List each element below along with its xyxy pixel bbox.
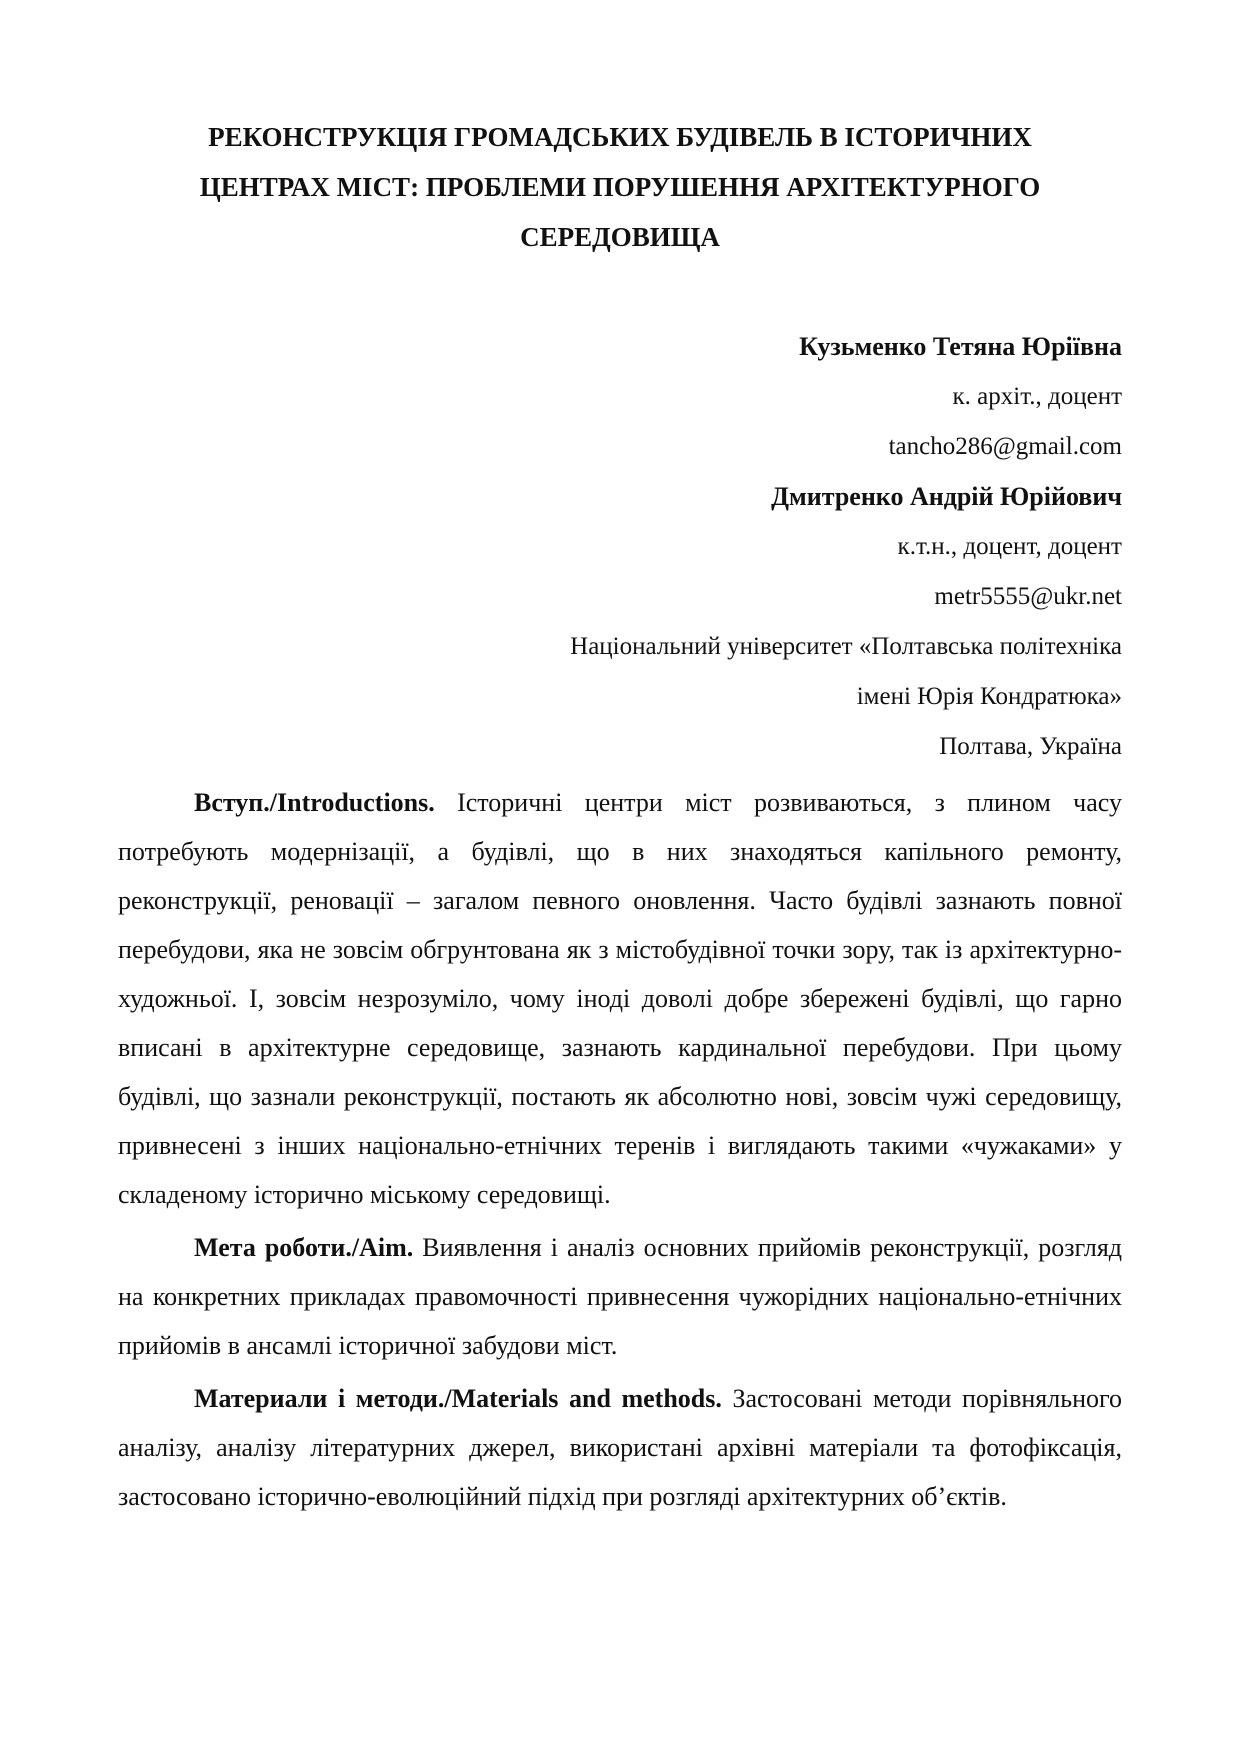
affiliation-city: Полтава, Україна <box>939 733 1122 760</box>
section-text: Історичні центри міст розвиваються, з плином часу потребують модернізації, а будівлі, що в них знаходяться капільного ремонту, реконструкції, реновації – загалом певного оновлення. Часто будівлі зазнають повної перебудови, яка не зовсім обгрунтована як з містобудівної точки зору, так із архітектурно-художньої. І, зовсім незрозуміло, чому іноді доволі добре збережені будівлі, що гарно вписані в архітектурне середовище, зазнають кардинальної перебудови. При цьому будівлі, що зазнали реконструкції, постають як абсолютно нові, зовсім чужі середовищу, привнесені з інших національно-етнічних теренів і виглядають такими «чужаками» у складеному історично міському середовищі. <box>118 788 1122 1209</box>
section-methods <box>118 1374 1122 1521</box>
author-2-name: Дмитренко Андрій Юрійович <box>771 482 1122 511</box>
affiliation-line-1: Національний університет «Полтавська політехніка <box>570 633 1122 660</box>
title-line-2: ЦЕНТРАХ МІСТ: ПРОБЛЕМИ ПОРУШЕННЯ АРХІТЕКТУРНОГО <box>199 172 1041 202</box>
author-1-email: tancho286@gmail.com <box>888 433 1122 460</box>
paper-title <box>118 112 1122 262</box>
section-heading: Вступ./Introductions. <box>194 788 435 817</box>
section-text: Виявлення і аналіз основних прийомів реконструкції, розгляд на конкретних прикладах правомочності привнесення чужорідних національно-етнічних прийомів в ансамлі історичної забудови міст. <box>118 1233 1123 1360</box>
affiliation-line-2: імені Юрія Кондратюка» <box>856 683 1122 710</box>
author-2-email: metr5555@ukr.net <box>934 583 1122 610</box>
author-1-name: Кузьменко Тетяна Юріївна <box>799 332 1122 361</box>
section-heading: Мета роботи./Aim. <box>194 1233 414 1262</box>
title-line-1: РЕКОНСТРУКЦІЯ ГРОМАДСЬКИХ БУДІВЕЛЬ В ІСТОРИЧНИХ <box>208 122 1032 152</box>
section-introduction <box>118 778 1122 1219</box>
author-2-degree: к.т.н., доцент, доцент <box>897 533 1122 560</box>
title-line-3: СЕРЕДОВИЩА <box>520 222 720 252</box>
section-aim <box>118 1223 1122 1370</box>
author-block <box>118 322 1122 772</box>
section-text: Застосовані методи порівняльного аналізу, аналізу літературних джерел, використані архівні матеріали та фотофіксація, застосовано історично-еволюційний підхід при розгляді архітектурних об’єктів. <box>118 1384 1122 1511</box>
paper-page <box>118 0 1122 1754</box>
section-heading: Материали і методи./Materials and methods. <box>194 1384 722 1413</box>
author-1-degree: к. архіт., доцент <box>952 383 1122 410</box>
paper-body <box>118 778 1122 1525</box>
